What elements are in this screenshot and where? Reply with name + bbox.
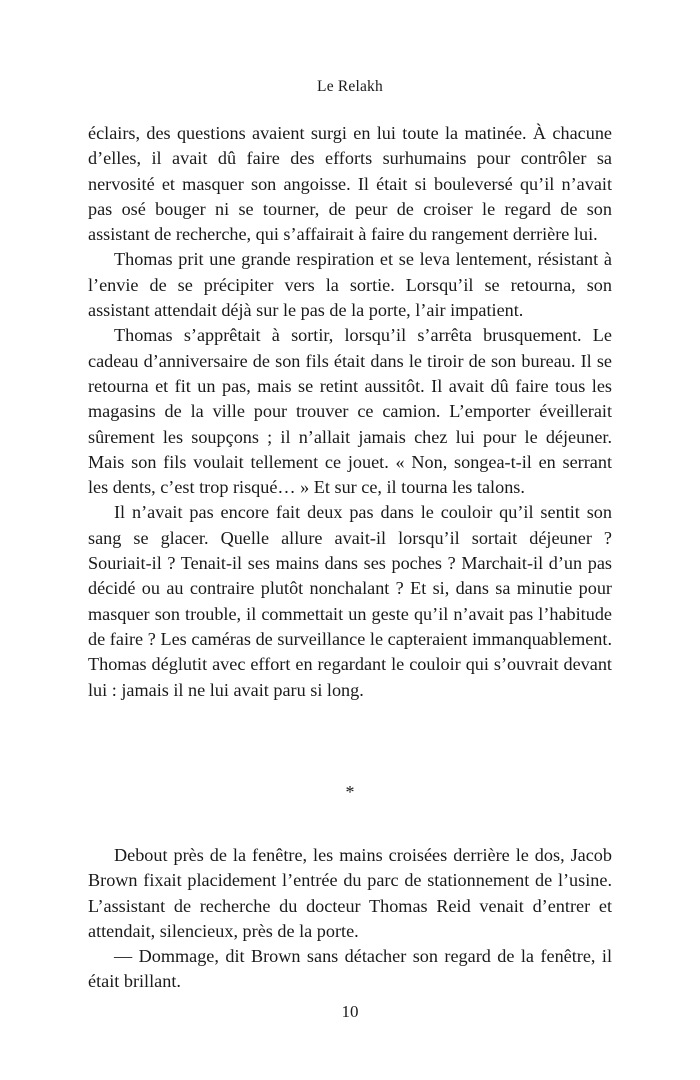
paragraph: Thomas prit une grande respiration et se leva lentement, résistant à l’envie de se précipiter vers la sortie. Lorsqu’il se retourna, son assistant attendait déjà sur le pas de la porte, l’air impatient.	[88, 249, 612, 321]
main-text-top	[88, 121, 612, 703]
page-number: 10	[341, 1002, 359, 1021]
dialogue-paragraph: — Dommage, dit Brown sans détacher son regard de la fenêtre, il était brillant.	[88, 946, 612, 992]
paragraph: Thomas s’apprêtait à sortir, lorsqu’il s’arrêta brusquement. Le cadeau d’anniversaire de son fils était dans le tiroir de son bureau. Il se retourna et fit un pas, mais se retint aussitôt. Il avait dû faire tous les magasins de la ville pour trouver ce camion. L’emporter éveillerait sûrement les soupçons ; il n’allait jamais chez lui pour le déjeuner. Mais son fils voulait tellement ce jouet. « Non, songea-t-il en serrant les dents, c’est trop risqué… » Et sur ce, il tourna les talons.	[88, 325, 612, 498]
running-head-title: Le Relakh	[317, 78, 383, 95]
paragraph: Debout près de la fenêtre, les mains croisées derrière le dos, Jacob Brown fixait placidement l’entrée du parc de stationnement de l’usine. L’assistant de recherche du docteur Thomas Reid venait d’entrer et attendait, silencieux, près de la porte.	[88, 845, 612, 941]
main-text-bottom	[88, 843, 612, 995]
paragraph: Il n’avait pas encore fait deux pas dans le couloir qu’il sentit son sang se glacer. Quelle allure avait-il lorsqu’il sortait déjeuner ? Souriait-il ? Tenait-il ses mains dans ses poches ? Marchait-il d’un pas décidé ou au contraire plutôt nonchalant ? Et si, dans sa minutie pour masquer son trouble, il commettait un geste qu’il n’avait pas l’habitude de faire ? Les caméras de surveillance le capteraient immanquablement. Thomas déglutit avec effort en regardant le couloir qui s’ouvrait devant lui : jamais il ne lui avait paru si long.	[88, 502, 612, 700]
section-break-asterisk: *	[345, 782, 355, 802]
paragraph-continued: éclairs, des questions avaient surgi en lui toute la matinée. À chacune d’elles, il avait dû faire des efforts surhumains pour contrôler sa nervosité et masquer son angoisse. Il était si bouleversé qu’il n’avait pas osé bouger ni se tourner, de peur de croiser le regard de son assistant de recherche, qui s’affairait à faire du rangement derrière lui.	[88, 123, 612, 245]
